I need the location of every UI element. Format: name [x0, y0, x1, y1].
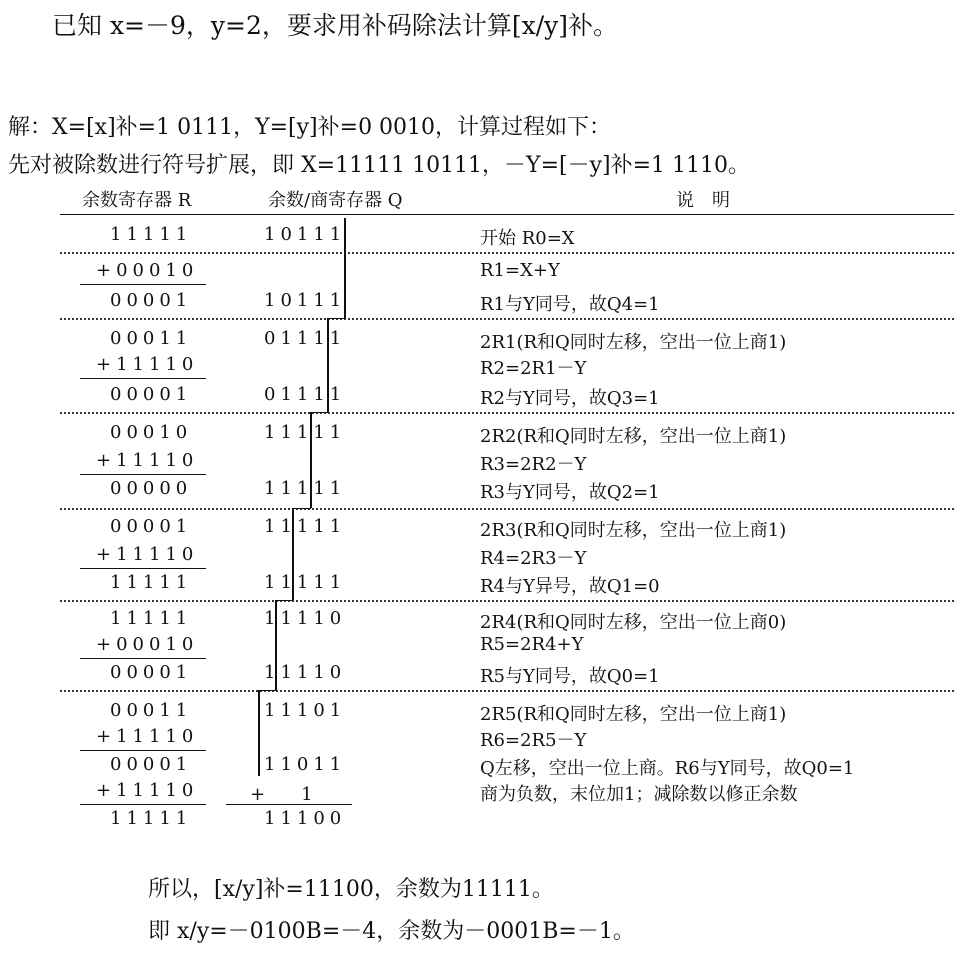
description-cell: 2R4(R和Q同时左移，空出一位上商0)	[480, 612, 787, 633]
description-cell: R2与Y同号，故Q3=1	[480, 388, 660, 409]
boundary-line	[292, 508, 311, 509]
remainder-cell: +11110	[96, 450, 199, 471]
boundary-line	[258, 690, 276, 691]
description-cell: R3与Y同号，故Q2=1	[480, 482, 660, 503]
description-cell: R1与Y同号，故Q4=1	[480, 294, 660, 315]
description-cell: R4与Y异号，故Q1=0	[480, 576, 660, 597]
remainder-cell: 00011	[110, 700, 193, 721]
remainder-cell: +11110	[96, 780, 199, 801]
quotient-cell: 11101	[264, 700, 347, 721]
quotient-cell: 11111	[264, 478, 347, 499]
addition-underline	[80, 804, 206, 805]
header-remainder-register: 余数寄存器 R	[82, 190, 192, 211]
boundary-line	[292, 508, 294, 600]
description-cell: 开始 R0=X	[480, 228, 575, 249]
remainder-cell: 00001	[110, 290, 193, 311]
remainder-cell: 11111	[110, 808, 193, 829]
description-cell: 2R1(R和Q同时左移，空出一位上商1)	[480, 332, 787, 353]
solution-line-1: 解：X=[x]补=1 0111，Y=[y]补=0 0010，计算过程如下：	[8, 115, 612, 140]
description-cell: R5=2R4+Y	[480, 634, 584, 655]
description-cell: R2=2R1－Y	[480, 358, 587, 379]
boundary-line	[310, 412, 312, 508]
remainder-cell: 11111	[110, 224, 193, 245]
addition-underline	[80, 474, 206, 475]
group-separator	[60, 412, 954, 414]
boundary-line	[344, 218, 346, 318]
quotient-cell: 11100	[264, 808, 347, 829]
description-cell: 商为负数，末位加1；减除数以修正余数	[480, 784, 798, 805]
quotient-cell: 10111	[264, 290, 347, 311]
addition-underline	[80, 750, 206, 751]
addition-underline	[80, 378, 206, 379]
boundary-line	[258, 690, 260, 776]
group-separator	[60, 318, 954, 320]
remainder-cell: 00011	[110, 328, 193, 349]
quotient-cell: 11011	[264, 754, 347, 775]
description-cell: 2R2(R和Q同时左移，空出一位上商1)	[480, 426, 787, 447]
addition-underline	[226, 804, 352, 805]
quotient-cell: 01111	[264, 328, 347, 349]
boundary-line	[310, 412, 328, 413]
boundary-line	[327, 318, 345, 319]
boundary-line	[275, 600, 293, 601]
remainder-cell: +00010	[96, 260, 199, 281]
description-cell: 2R5(R和Q同时左移，空出一位上商1)	[480, 704, 787, 725]
quotient-cell: 11111	[264, 422, 347, 443]
description-cell: R4=2R3－Y	[480, 548, 587, 569]
addition-underline	[80, 658, 206, 659]
remainder-cell: 00001	[110, 662, 193, 683]
addition-underline	[80, 284, 206, 285]
remainder-cell: 00001	[110, 754, 193, 775]
group-separator	[60, 252, 954, 254]
remainder-cell: 11111	[110, 608, 193, 629]
problem-statement: 已知 x=－9，y=2，要求用补码除法计算[x/y]补。	[52, 11, 619, 40]
remainder-cell: +11110	[96, 726, 199, 747]
addition-underline	[80, 568, 206, 569]
conclusion-line-2: 即 x/y=－0100B=－4，余数为－0001B=－1。	[148, 919, 635, 944]
quotient-cell: 11110	[264, 662, 347, 683]
group-separator	[60, 600, 954, 602]
header-rule	[60, 214, 954, 215]
group-separator	[60, 508, 954, 510]
boundary-line	[275, 600, 277, 690]
boundary-line	[327, 318, 329, 412]
remainder-cell: 00001	[110, 384, 193, 405]
remainder-cell: +11110	[96, 544, 199, 565]
remainder-cell: 00010	[110, 422, 193, 443]
remainder-cell: 11111	[110, 572, 193, 593]
remainder-cell: +11110	[96, 354, 199, 375]
remainder-cell: 00001	[110, 516, 193, 537]
description-cell: Q左移，空出一位上商。R6与Y同号，故Q0=1	[480, 758, 855, 779]
quotient-cell: 11110	[264, 608, 347, 629]
header-description: 说 明	[676, 190, 730, 211]
quotient-cell: 01111	[264, 384, 347, 405]
solution-line-2: 先对被除数进行符号扩展，即 X=11111 10111，－Y=[－y]补=1 1110。	[8, 153, 751, 178]
description-cell: R1=X+Y	[480, 260, 560, 281]
remainder-cell: 00000	[110, 478, 193, 499]
description-cell: 2R3(R和Q同时左移，空出一位上商1)	[480, 520, 787, 541]
quotient-cell: + 1	[250, 784, 313, 805]
description-cell: R5与Y同号，故Q0=1	[480, 666, 660, 687]
description-cell: R6=2R5－Y	[480, 730, 587, 751]
quotient-cell: 11111	[264, 572, 347, 593]
header-quotient-register: 余数/商寄存器 Q	[268, 190, 403, 211]
group-separator	[60, 690, 954, 692]
quotient-cell: 10111	[264, 224, 347, 245]
description-cell: R3=2R2－Y	[480, 454, 587, 475]
conclusion-line-1: 所以，[x/y]补=11100，余数为11111。	[148, 877, 554, 902]
quotient-cell: 11111	[264, 516, 347, 537]
remainder-cell: +00010	[96, 634, 199, 655]
